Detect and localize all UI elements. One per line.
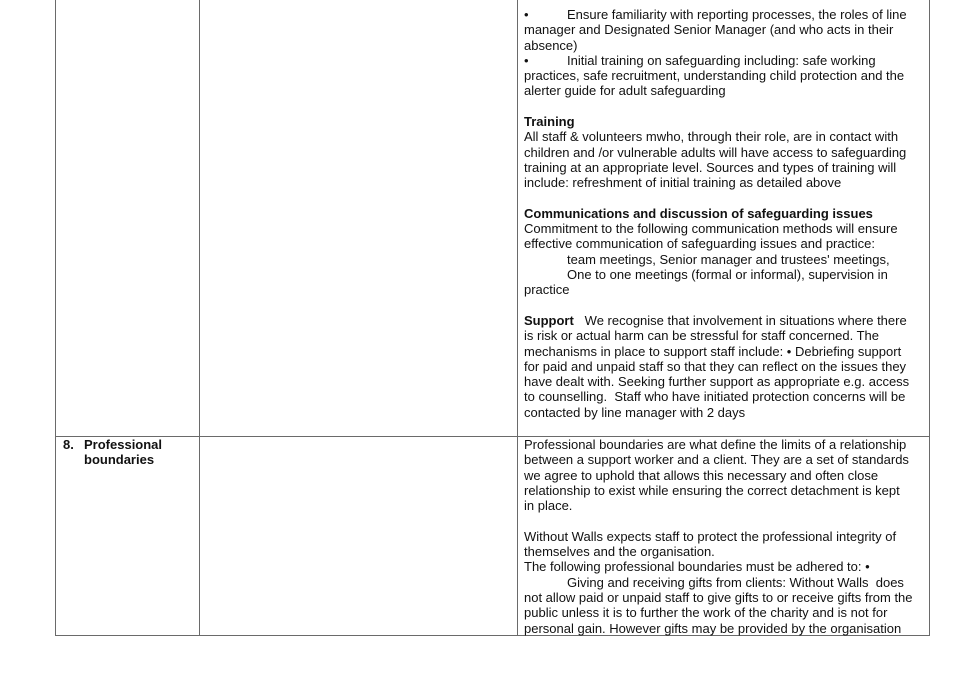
text-line: in place. — [524, 498, 573, 514]
text-line: practices, safe recruitment, understanding child protection and the — [524, 68, 905, 84]
section-title: Professional — [84, 437, 163, 452]
support-heading: Support — [524, 312, 574, 328]
text-line: practice — [524, 282, 570, 298]
text-line: Professional boundaries are what define the limits of a relationship — [524, 437, 907, 452]
section-number: 8. — [63, 437, 74, 452]
text-line: we agree to uphold that allows this necessary and often close — [524, 467, 879, 483]
row-safeguarding-content — [524, 7, 929, 420]
text-line: Commitment to the following communication methods will ensure — [524, 221, 898, 237]
column-divider — [517, 0, 518, 636]
text-line: training at an appropriate level. Sources and types of training will — [524, 159, 897, 175]
text-line: not allow paid or unpaid staff to give gifts to or receive gifts from the — [524, 589, 913, 605]
text-line: personal gain. However gifts may be provided by the organisation — [524, 620, 902, 636]
text-line: One to one meetings (formal or informal), supervision in — [567, 267, 888, 283]
text-line: Without Walls expects staff to protect the professional integrity of — [524, 528, 897, 544]
bullet: • — [524, 7, 529, 22]
text-line: manager and Designated Senior Manager (and who acts in their — [524, 22, 894, 38]
text-line: include: refreshment of initial training as detailed above — [524, 175, 842, 191]
text-line: to counselling. Staff who have initiated protection concerns will be — [524, 389, 906, 405]
section-title: boundaries — [84, 452, 155, 468]
training-heading: Training — [524, 114, 575, 130]
column-divider — [199, 0, 200, 636]
text-line: The following professional boundaries must be adhered to: • — [524, 559, 870, 575]
text-line: Ensure familiarity with reporting processes, the roles of line — [567, 7, 907, 22]
text-line: children and /or vulnerable adults will have access to safeguarding — [524, 144, 907, 160]
text-line: absence) — [524, 37, 578, 53]
text-line: All staff & volunteers mwho, through their role, are in contact with — [524, 129, 899, 145]
text-line: public unless it is to further the work of the charity and is not for — [524, 605, 888, 621]
text-line: relationship to exist while ensuring the correct detachment is kept — [524, 482, 900, 498]
row-professional-boundaries-content — [524, 437, 929, 636]
communications-heading: Communications and discussion of safeguarding issues — [524, 205, 873, 221]
text-line: mechanisms in place to support staff include: • Debriefing support — [524, 343, 902, 359]
text-line: effective communication of safeguarding issues and practice: — [524, 236, 875, 252]
text-line: alerter guide for adult safeguarding — [524, 83, 726, 99]
text-line: contacted by line manager with 2 days — [524, 404, 746, 420]
section-label-professional-boundaries — [63, 437, 162, 468]
text-line: themselves and the organisation. — [524, 544, 715, 560]
text-line: team meetings, Senior manager and trustees' meetings, — [567, 251, 890, 267]
text-line: between a support worker and a client. They are a set of standards — [524, 452, 909, 468]
text-line: have dealt with. Seeking further support as appropriate e.g. access — [524, 374, 910, 390]
bullet: • — [524, 52, 529, 68]
text-line: for paid and unpaid staff so that they can reflect on the issues they — [524, 358, 907, 374]
text-line: Giving and receiving gifts from clients: Without Walls does — [567, 574, 904, 590]
text-line: Initial training on safeguarding including: safe working — [567, 52, 876, 68]
text-line: We recognise that involvement in situations where there — [573, 312, 907, 328]
text-line: is risk or actual harm can be stressful for staff concerned. The — [524, 328, 880, 344]
